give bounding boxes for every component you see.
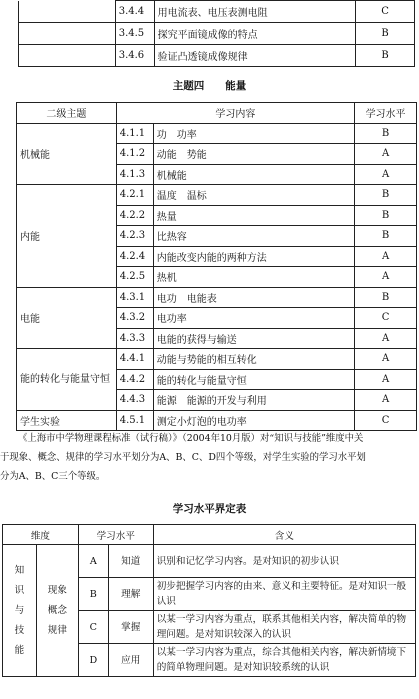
item-code: 4.1.1	[116, 123, 153, 144]
sub-theme-name: 内能	[17, 185, 117, 288]
table-cell	[19, 23, 116, 45]
theme-heading: 主题四 能量	[172, 80, 247, 92]
item-level: A	[355, 349, 417, 370]
table-header-row	[17, 103, 417, 124]
level-letter: C	[78, 611, 108, 644]
column-header: 含义	[153, 525, 415, 545]
item-level: A	[355, 369, 417, 390]
dimension-char: 知	[14, 564, 25, 576]
level-letter: D	[78, 644, 108, 677]
item-content: 能源 能源的开发与利用	[153, 390, 354, 411]
paragraph-line	[0, 429, 414, 448]
item-code: 4.3.1	[116, 287, 153, 308]
item-content: 机械能	[153, 164, 354, 185]
column-header: 维度	[3, 525, 79, 545]
theme4-table	[16, 102, 417, 431]
paragraph-line: 于现象、概念、规律的学习水平划分为A、B、C、D四个等级，对学生实验的学习水平划	[0, 452, 366, 463]
item-content: 验证凸透镜成像规律	[154, 45, 355, 67]
item-level: A	[355, 164, 417, 185]
level-meaning: 以某一学习内容为重点，联系其他相关内容，解决简单的物理问题。是对知识较深入的认识	[153, 611, 415, 644]
column-header: 学习水平	[78, 525, 153, 545]
item-content: 电能的获得与输送	[153, 328, 354, 349]
item-level: B	[355, 123, 417, 144]
item-content: 电功 电能表	[153, 287, 354, 308]
level-name: 掌握	[108, 611, 153, 644]
level-name: 知道	[108, 545, 153, 578]
paragraph-text: 《上海市中学物理课程标准（试行稿）》（2004年10月版）对“知识与技能”维度中关	[18, 433, 364, 444]
table-row	[19, 45, 415, 67]
table-row	[17, 287, 417, 308]
item-code: 4.2.3	[116, 226, 153, 247]
sub-theme-name: 能的转化与能量守恒	[17, 349, 117, 411]
level-name: 应用	[108, 644, 153, 677]
item-level: B	[356, 45, 415, 67]
item-code: 4.2.2	[116, 205, 153, 226]
level-meaning: 以某一学习内容为重点，综合其他相关内容，解决新情境下的简单物理问题。是对知识较系统的认识	[153, 644, 415, 677]
item-content: 动能与势能的相互转化	[153, 349, 354, 370]
item-level: B	[356, 23, 415, 45]
item-content: 热量	[153, 205, 354, 226]
item-code: 4.1.2	[116, 144, 153, 165]
column-header: 学习内容	[116, 103, 354, 124]
item-level: A	[355, 267, 417, 288]
item-content: 能的转化与能量守恒	[153, 369, 354, 390]
table-cell	[19, 1, 116, 23]
item-code: 4.4.3	[116, 390, 153, 411]
item-content: 比热容	[153, 226, 354, 247]
level-meaning: 识别和记忆学习内容。是对知识的初步认识	[153, 545, 415, 578]
item-content: 温度 温标	[153, 185, 354, 206]
item-content: 热机	[153, 267, 354, 288]
item-code: 4.3.2	[116, 308, 153, 329]
item-level: A	[355, 390, 417, 411]
level-meaning: 初步把握学习内容的由来、意义和主要特征。是对知识一般认识	[153, 578, 415, 611]
item-code: 4.3.3	[116, 328, 153, 349]
dimension-sub-word: 规律	[47, 624, 67, 636]
item-level: C	[355, 308, 417, 329]
dimension-char: 与	[14, 604, 25, 616]
dimension-char: 技	[14, 624, 25, 636]
table-cell	[19, 45, 116, 67]
item-content: 用电流表、电压表测电阻	[154, 1, 355, 23]
table-row	[19, 23, 415, 45]
continuation-table	[18, 0, 415, 67]
item-level: B	[355, 226, 417, 247]
column-header: 二级主题	[17, 103, 117, 124]
table-row	[17, 123, 417, 144]
item-code: 4.4.1	[116, 349, 153, 370]
item-level: A	[355, 144, 417, 165]
item-code: 4.1.3	[116, 164, 153, 185]
column-header: 学习水平	[355, 103, 417, 124]
item-level: A	[355, 328, 417, 349]
levels-table	[2, 524, 416, 677]
item-content: 动能 势能	[153, 144, 354, 165]
item-code: 3.4.6	[115, 45, 154, 67]
item-code: 3.4.5	[115, 23, 154, 45]
table-row	[17, 185, 417, 206]
dimension-sub	[36, 545, 78, 677]
dimension-sub-word: 现象	[47, 584, 67, 596]
item-content: 探究平面镜成像的特点	[154, 23, 355, 45]
level-name: 理解	[108, 578, 153, 611]
item-level: B	[355, 185, 417, 206]
item-code: 3.4.4	[115, 1, 154, 23]
sub-theme-name: 机械能	[17, 123, 117, 185]
table-row	[3, 545, 416, 578]
item-content: 功 功率	[153, 123, 354, 144]
table-header-row	[3, 525, 416, 545]
item-code: 4.2.1	[116, 185, 153, 206]
sub-theme-name: 电能	[17, 287, 117, 349]
table-row	[17, 349, 417, 370]
item-level: B	[355, 205, 417, 226]
item-content: 电功率	[153, 308, 354, 329]
levels-table-title: 学习水平界定表	[172, 503, 247, 515]
level-letter: B	[78, 578, 108, 611]
item-level: C	[355, 410, 417, 431]
item-content: 测定小灯泡的电功率	[153, 410, 354, 431]
item-code: 4.5.1	[116, 410, 153, 431]
item-level: B	[355, 287, 417, 308]
level-letter: A	[78, 545, 108, 578]
dimension-char: 识	[14, 584, 25, 596]
item-level: C	[356, 1, 415, 23]
item-code: 4.2.4	[116, 246, 153, 267]
item-level: A	[355, 246, 417, 267]
dimension-char: 能	[14, 644, 25, 656]
item-code: 4.4.2	[116, 369, 153, 390]
table-row	[19, 1, 415, 23]
dimension-main	[3, 545, 37, 677]
dimension-sub-word: 概念	[47, 604, 67, 616]
item-code: 4.2.5	[116, 267, 153, 288]
sub-theme-name: 学生实验	[17, 410, 117, 431]
paragraph-line: 分为A、B、C三个等级。	[0, 471, 106, 482]
standard-paragraph	[0, 429, 414, 486]
table-row	[17, 410, 417, 431]
item-content: 内能改变内能的两种方法	[153, 246, 354, 267]
